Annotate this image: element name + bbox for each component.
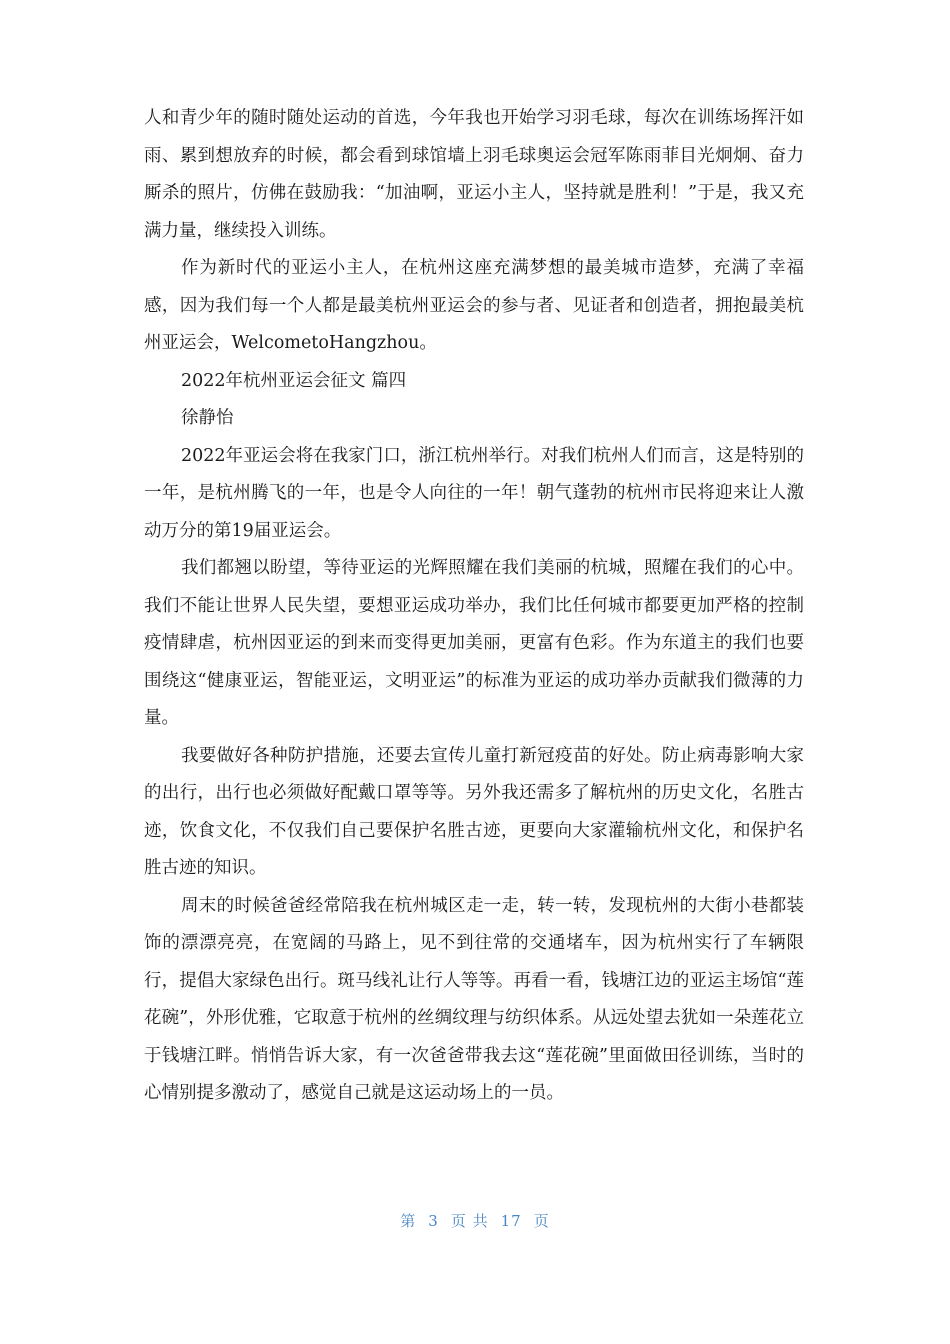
footer-prefix: 第 xyxy=(400,1212,417,1230)
page-footer xyxy=(0,1210,950,1231)
document-body xyxy=(144,100,804,1113)
footer-middle: 页 共 xyxy=(450,1212,489,1230)
paragraph-intro: 2022年亚运会将在我家门口，浙江杭州举行。对我们杭州人们而言，这是特别的一年，是杭州腾飞的一年，也是令人向往的一年！朝气蓬勃的杭州市民将迎来让人激动万分的第19届亚运会。 xyxy=(144,445,804,541)
footer-page-number: 3 xyxy=(428,1212,439,1230)
footer-total-pages: 17 xyxy=(500,1212,522,1230)
author-name: 徐静怡 xyxy=(181,408,234,428)
paragraph-continued: 人和青少年的随时随处运动的首选，今年我也开始学习羽毛球，每次在训练场挥汗如雨、累到想放弃的时候，都会看到球馆墙上羽毛球奥运会冠军陈雨菲目光炯炯、奋力厮杀的照片，仿佛在鼓励我：“加油啊，亚运小主人，坚持就是胜利！”于是，我又充满力量，继续投入训练。 xyxy=(144,108,804,241)
paragraph-weekend: 周末的时候爸爸经常陪我在杭州城区走一走，转一转，发现杭州的大街小巷都装饰的漂漂亮亮，在宽阔的马路上，见不到往常的交通堵车，因为杭州实行了车辆限行，提倡大家绿色出行。斑马线礼让行人等等。再看一看，钱塘江边的亚运主场馆“莲花碗”，外形优雅，它取意于杭州的丝绸纹理与纺织体系。从远处望去犹如一朵莲花立于钱塘江畔。悄悄告诉大家，有一次爸爸带我去这“莲花碗”里面做田径训练，当时的心情别提多激动了，感觉自己就是这运动场上的一员。 xyxy=(144,895,804,1103)
paragraph-conclusion: 作为新时代的亚运小主人，在杭州这座充满梦想的最美城市造梦，充满了幸福感，因为我们每一个人都是最美杭州亚运会的参与者、见证者和创造者，拥抱最美杭州亚运会，WelcometoHangzhou。 xyxy=(144,258,804,353)
section-heading: 2022年杭州亚运会征文 篇四 xyxy=(181,370,407,391)
paragraph-measures: 我要做好各种防护措施，还要去宣传儿童打新冠疫苗的好处。防止病毒影响大家的出行，出行也必须做好配戴口罩等等。另外我还需多了解杭州的历史文化，名胜古迹，饮食文化，不仅我们自己要保护名胜古迹，更要向大家灌输杭州文化，和保护名胜古迹的知识。 xyxy=(144,745,804,878)
footer-suffix: 页 xyxy=(533,1212,550,1230)
paragraph-hope: 我们都翘以盼望，等待亚运的光辉照耀在我们美丽的杭城，照耀在我们的心中。我们不能让世界人民失望，要想亚运成功举办，我们比任何城市都要更加严格的控制疫情肆虐，杭州因亚运的到来而变得更加美丽，更富有色彩。作为东道主的我们也要围绕这“健康亚运，智能亚运，文明亚运”的标准为亚运的成功举办贡献我们微薄的力量。 xyxy=(144,558,804,728)
